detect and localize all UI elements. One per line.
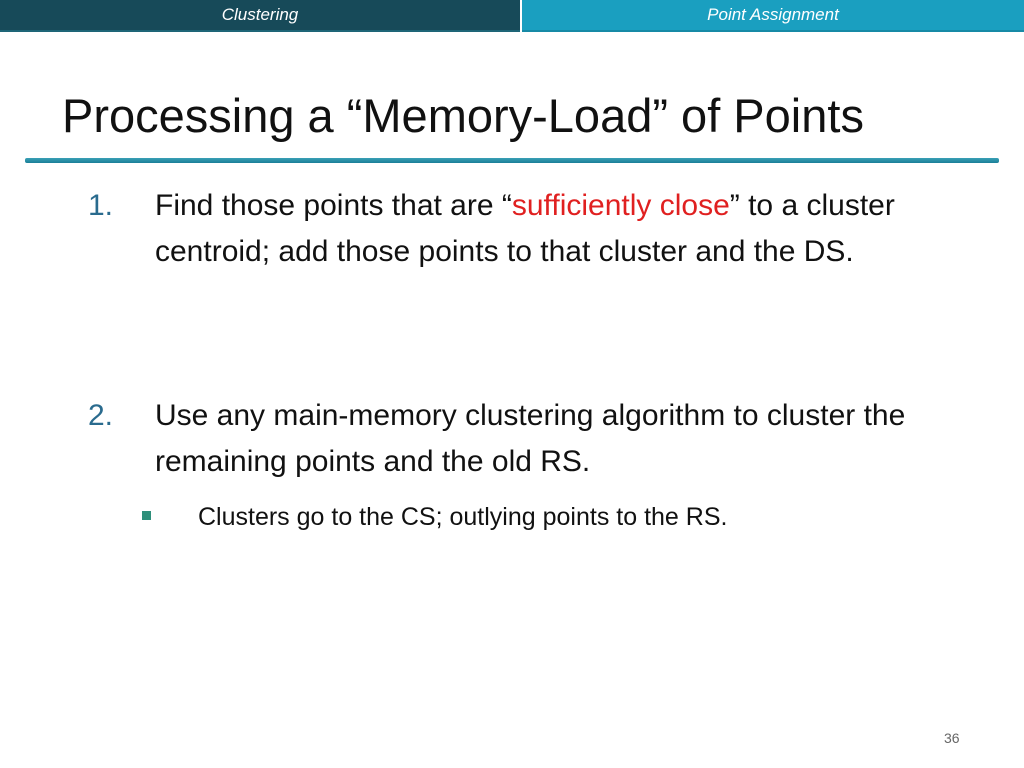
square-bullet-icon: [142, 511, 151, 520]
list-item-1-text: [155, 183, 955, 275]
list-item-1-text-start: Find those points that are “: [155, 189, 512, 222]
slide-title: Processing a “Memory-Load” of Points: [62, 89, 864, 142]
list-number-2: 2.: [88, 399, 114, 432]
sub-bullet-text: Clusters go to the CS; outlying points to the RS.: [198, 503, 728, 531]
list-item-1-text-end: ” to a cluster centroid; add those points to that cluster and the DS.: [155, 189, 895, 268]
section-header: [0, 0, 1024, 32]
section-tab-clustering: Clustering: [0, 0, 520, 32]
list-item-2-text: Use any main-memory clustering algorithm to cluster the remaining points and the old RS.: [155, 399, 906, 478]
page-number: 36: [944, 730, 960, 746]
highlight-text: sufficiently close: [511, 189, 730, 222]
section-tab-point-assignment: Point Assignment: [522, 0, 1024, 32]
list-number-1: 1.: [88, 189, 114, 222]
title-divider: [25, 158, 999, 163]
